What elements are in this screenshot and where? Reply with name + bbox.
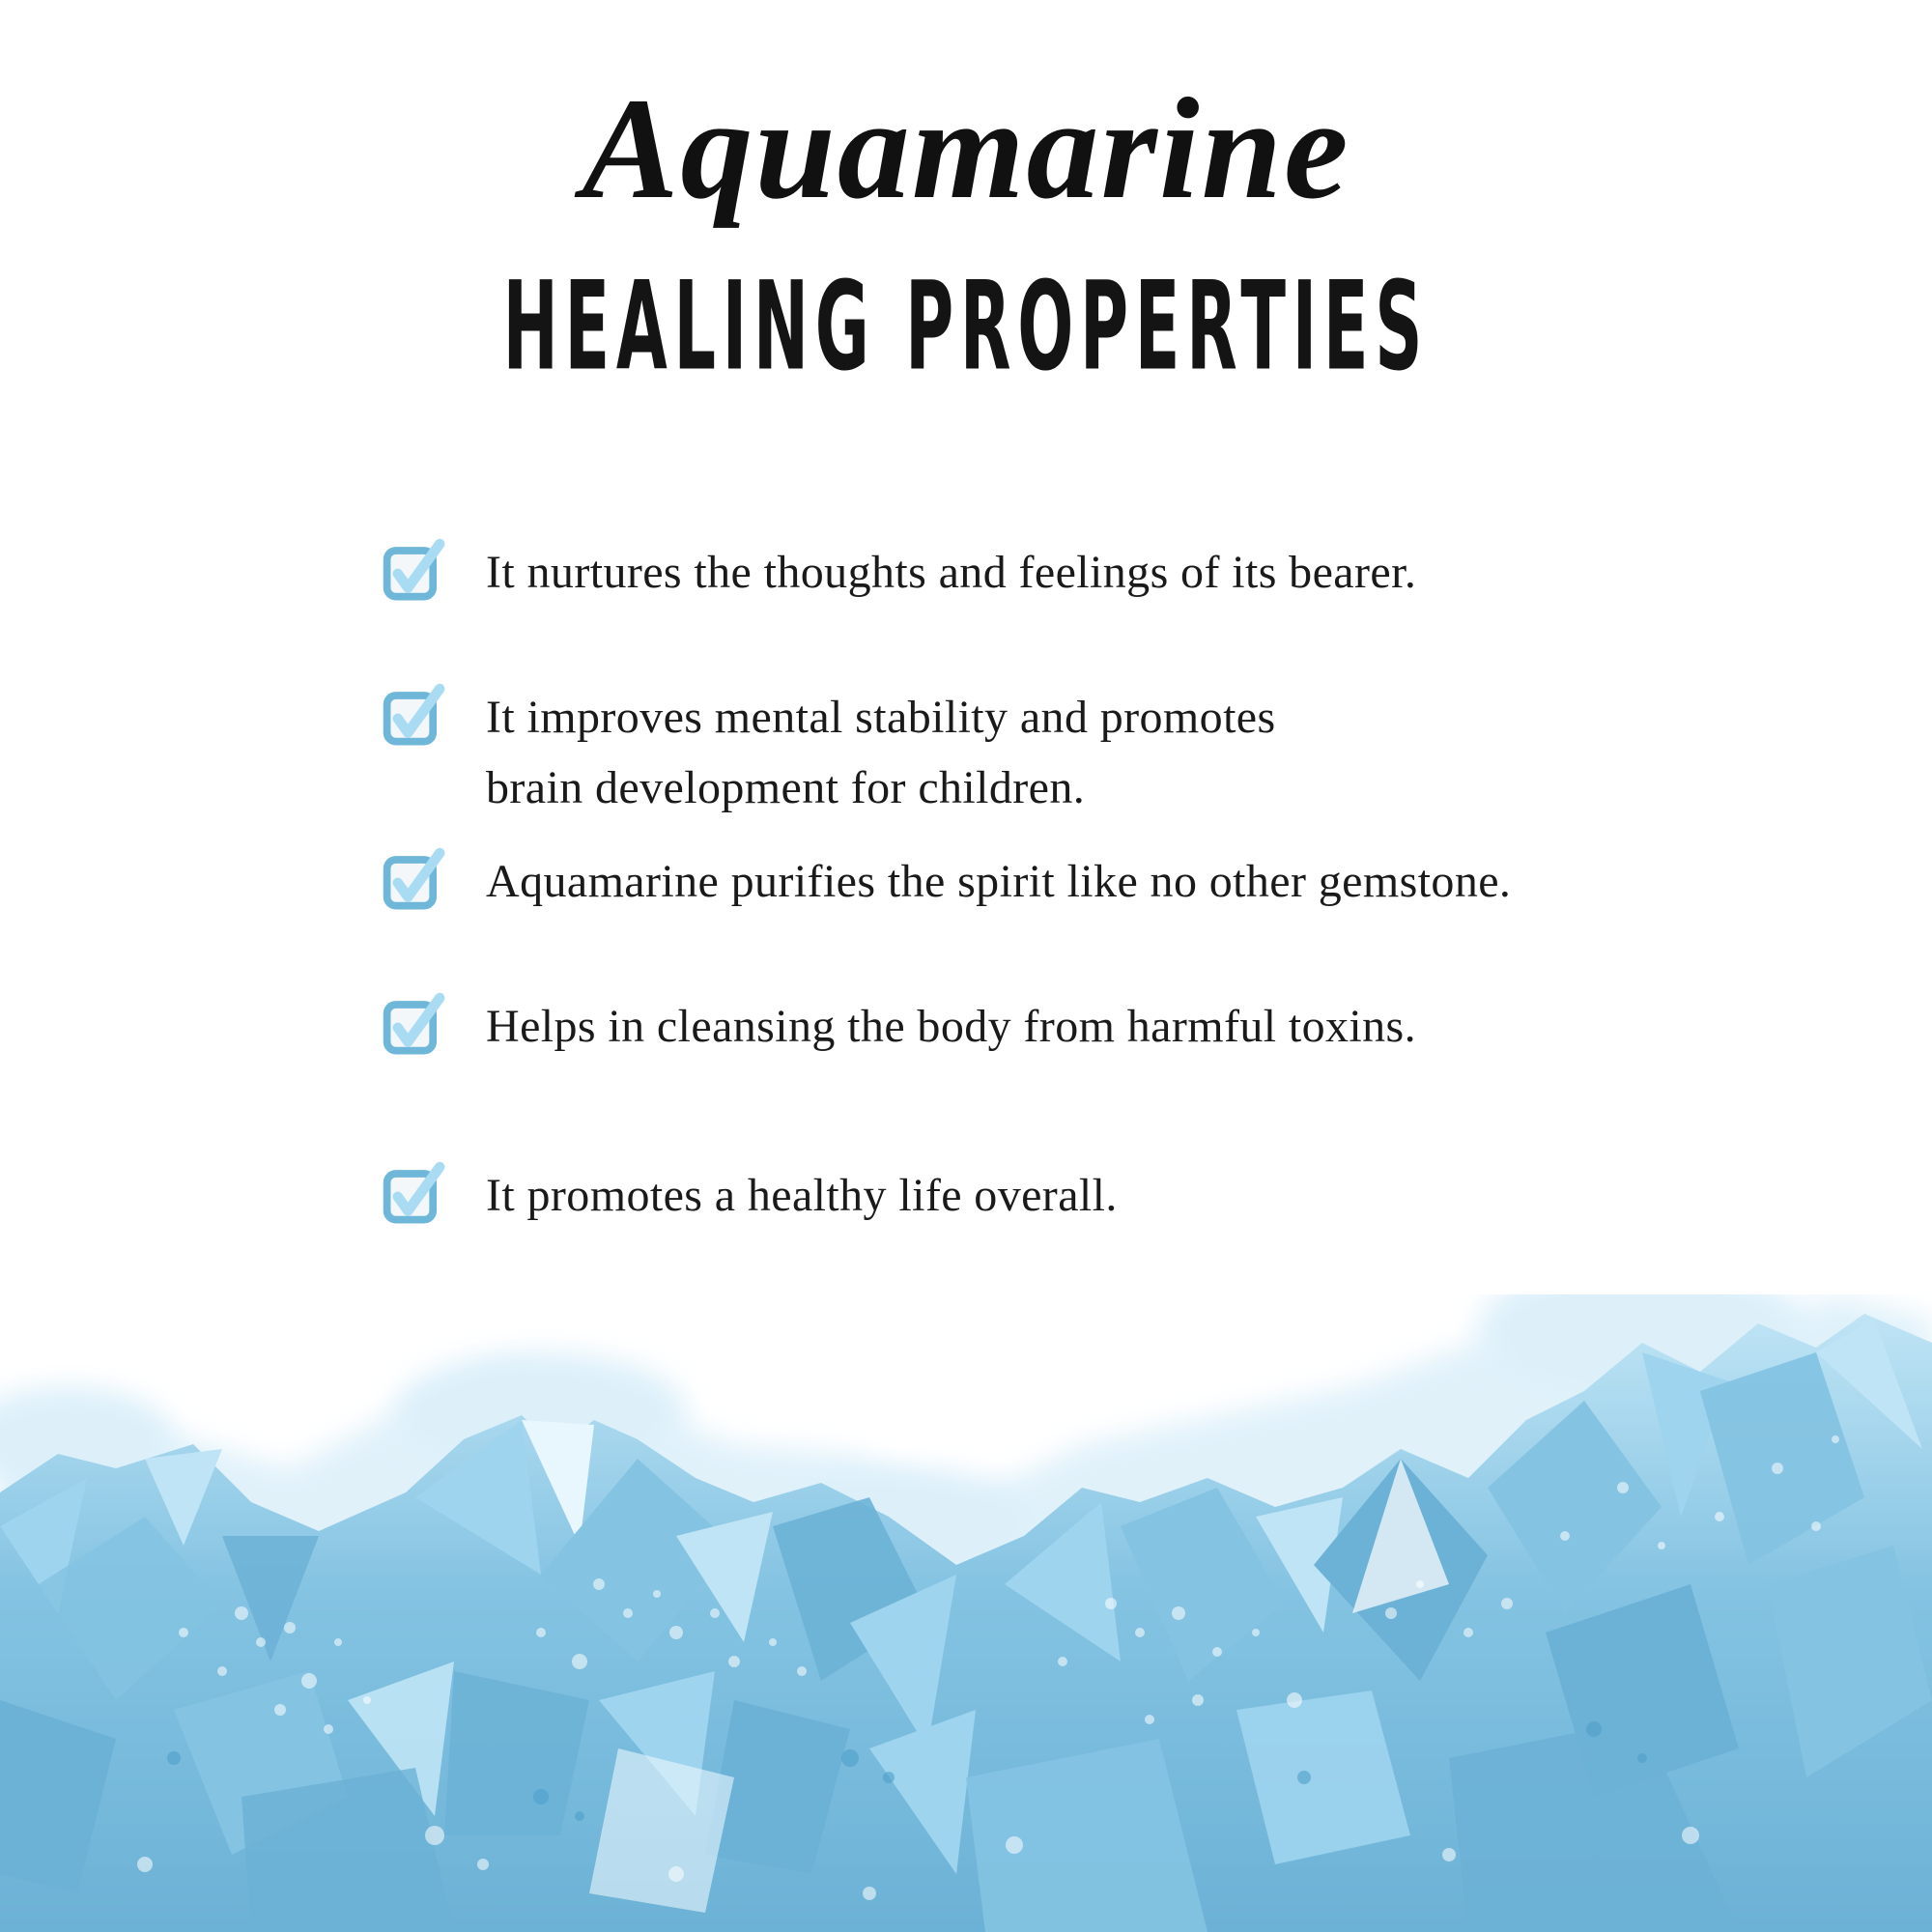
checked-checkbox-icon bbox=[382, 537, 449, 605]
checklist-item bbox=[382, 991, 1416, 1062]
checklist-item-text bbox=[486, 846, 1511, 917]
page-subtitle: HEALING PROPERTIES bbox=[502, 254, 1430, 398]
page-subtitle-wrap bbox=[0, 254, 1932, 398]
checklist-item-text bbox=[486, 1160, 1118, 1231]
checklist-item-text bbox=[486, 682, 1276, 823]
checklist-item-text bbox=[486, 537, 1416, 608]
checklist-item-text bbox=[486, 991, 1416, 1062]
checklist-item bbox=[382, 537, 1416, 608]
checklist-item-line: Aquamarine purifies the spirit like no other gemstone. bbox=[486, 856, 1512, 907]
checklist-item-line: It promotes a healthy life overall. bbox=[486, 1170, 1118, 1221]
checklist-item-line: It nurtures the thoughts and feelings of its bearer. bbox=[486, 547, 1417, 598]
page-title: Aquamarine bbox=[582, 69, 1350, 229]
checklist-item-line: It improves mental stability and promotes bbox=[486, 692, 1276, 743]
checklist-item-line: Helps in cleansing the body from harmful toxins. bbox=[486, 1001, 1417, 1052]
checklist-item bbox=[382, 846, 1511, 917]
checked-checkbox-icon bbox=[382, 1160, 449, 1228]
checked-checkbox-icon bbox=[382, 682, 449, 750]
ice-cubes-photo bbox=[0, 1294, 1932, 1932]
checklist-item-line: brain development for children. bbox=[486, 762, 1086, 813]
checked-checkbox-icon bbox=[382, 846, 449, 914]
checklist-item bbox=[382, 682, 1276, 823]
checked-checkbox-icon bbox=[382, 991, 449, 1059]
checklist-item bbox=[382, 1160, 1118, 1231]
